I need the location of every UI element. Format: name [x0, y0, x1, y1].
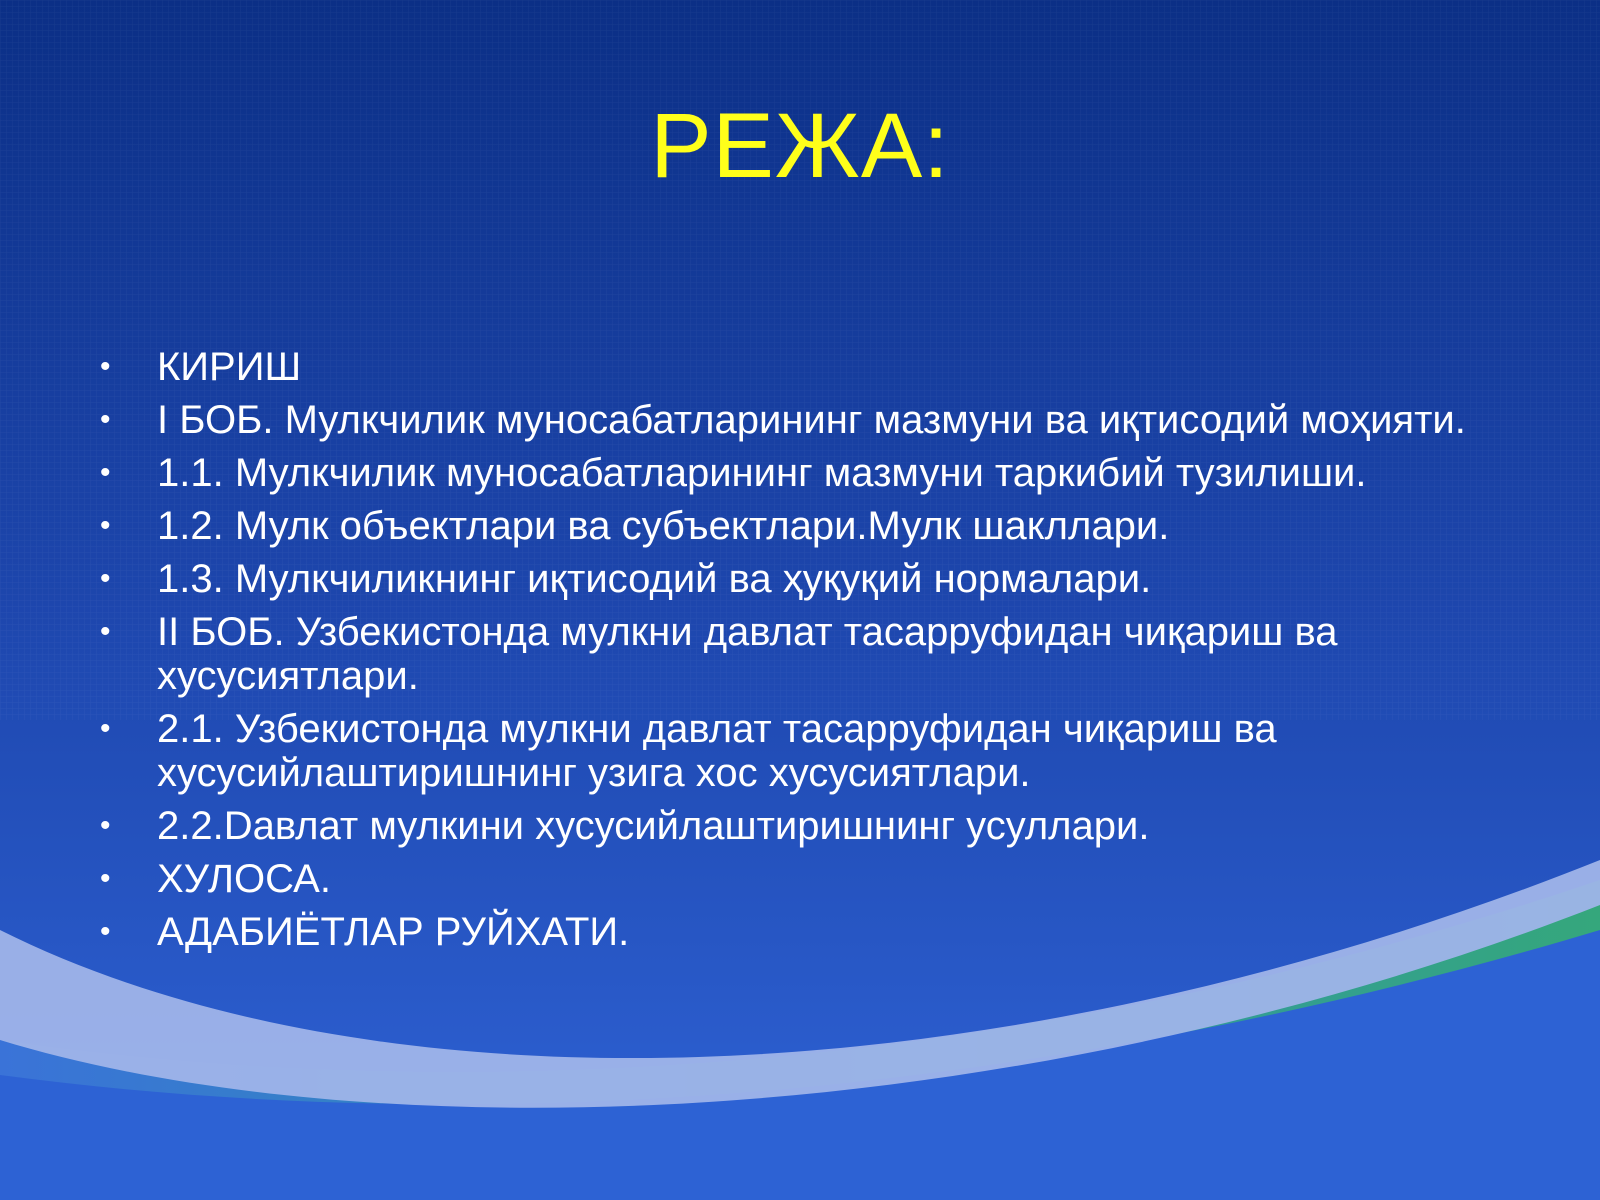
plan-item [100, 610, 1530, 698]
plan-item [100, 707, 1530, 795]
plan-item [100, 857, 1530, 901]
bullet-icon: • [100, 915, 111, 948]
plan-item-text: КИРИШ [157, 345, 302, 389]
plan-item-text: 1.1. Мулкчилик муносабатларининг мазмуни таркибий тузилиши. [157, 451, 1367, 495]
bullet-icon: • [100, 562, 111, 595]
plan-item-text: ХУЛОСА. [157, 857, 331, 901]
plan-item-text: 2.2.Dавлат мулкини хусусийлаштиришнинг усуллари. [157, 804, 1150, 848]
bullet-icon: • [100, 456, 111, 489]
plan-item [100, 557, 1530, 601]
plan-item-text: 1.2. Мулк объектлари ва субъектлари.Мулк шакллари. [157, 504, 1170, 548]
bullet-icon: • [100, 809, 111, 842]
plan-item-text: 2.1. Узбекистонда мулкни давлат тасарруфидан чиқариш ва хусусийлаштиришнинг узига хос хусусиятлари. [157, 707, 1277, 795]
slide-title: РЕЖА: [650, 95, 950, 197]
bullet-icon: • [100, 350, 111, 383]
plan-item-text: АДАБИЁТЛАР РУЙХАТИ. [157, 910, 630, 954]
plan-item-text: 1.3. Мулкчиликнинг иқтисодий ва ҳуқуқий нормалари. [157, 557, 1152, 601]
bullet-icon: • [100, 403, 111, 436]
bullet-icon: • [100, 509, 111, 542]
plan-item [100, 910, 1530, 954]
plan-item [100, 451, 1530, 495]
plan-item-text: II БОБ. Узбекистонда мулкни давлат тасарруфидан чиқариш ва хусусиятлари. [157, 610, 1338, 698]
plan-item [100, 804, 1530, 848]
plan-list [100, 345, 1530, 963]
bullet-icon: • [100, 615, 111, 648]
bullet-icon: • [100, 862, 111, 895]
plan-item-text: I БОБ. Мулкчилик муносабатларининг мазмуни ва иқтисодий моҳияти. [157, 398, 1466, 442]
bullet-icon: • [100, 712, 111, 745]
plan-item [100, 504, 1530, 548]
plan-item [100, 345, 1530, 389]
plan-item [100, 398, 1530, 442]
